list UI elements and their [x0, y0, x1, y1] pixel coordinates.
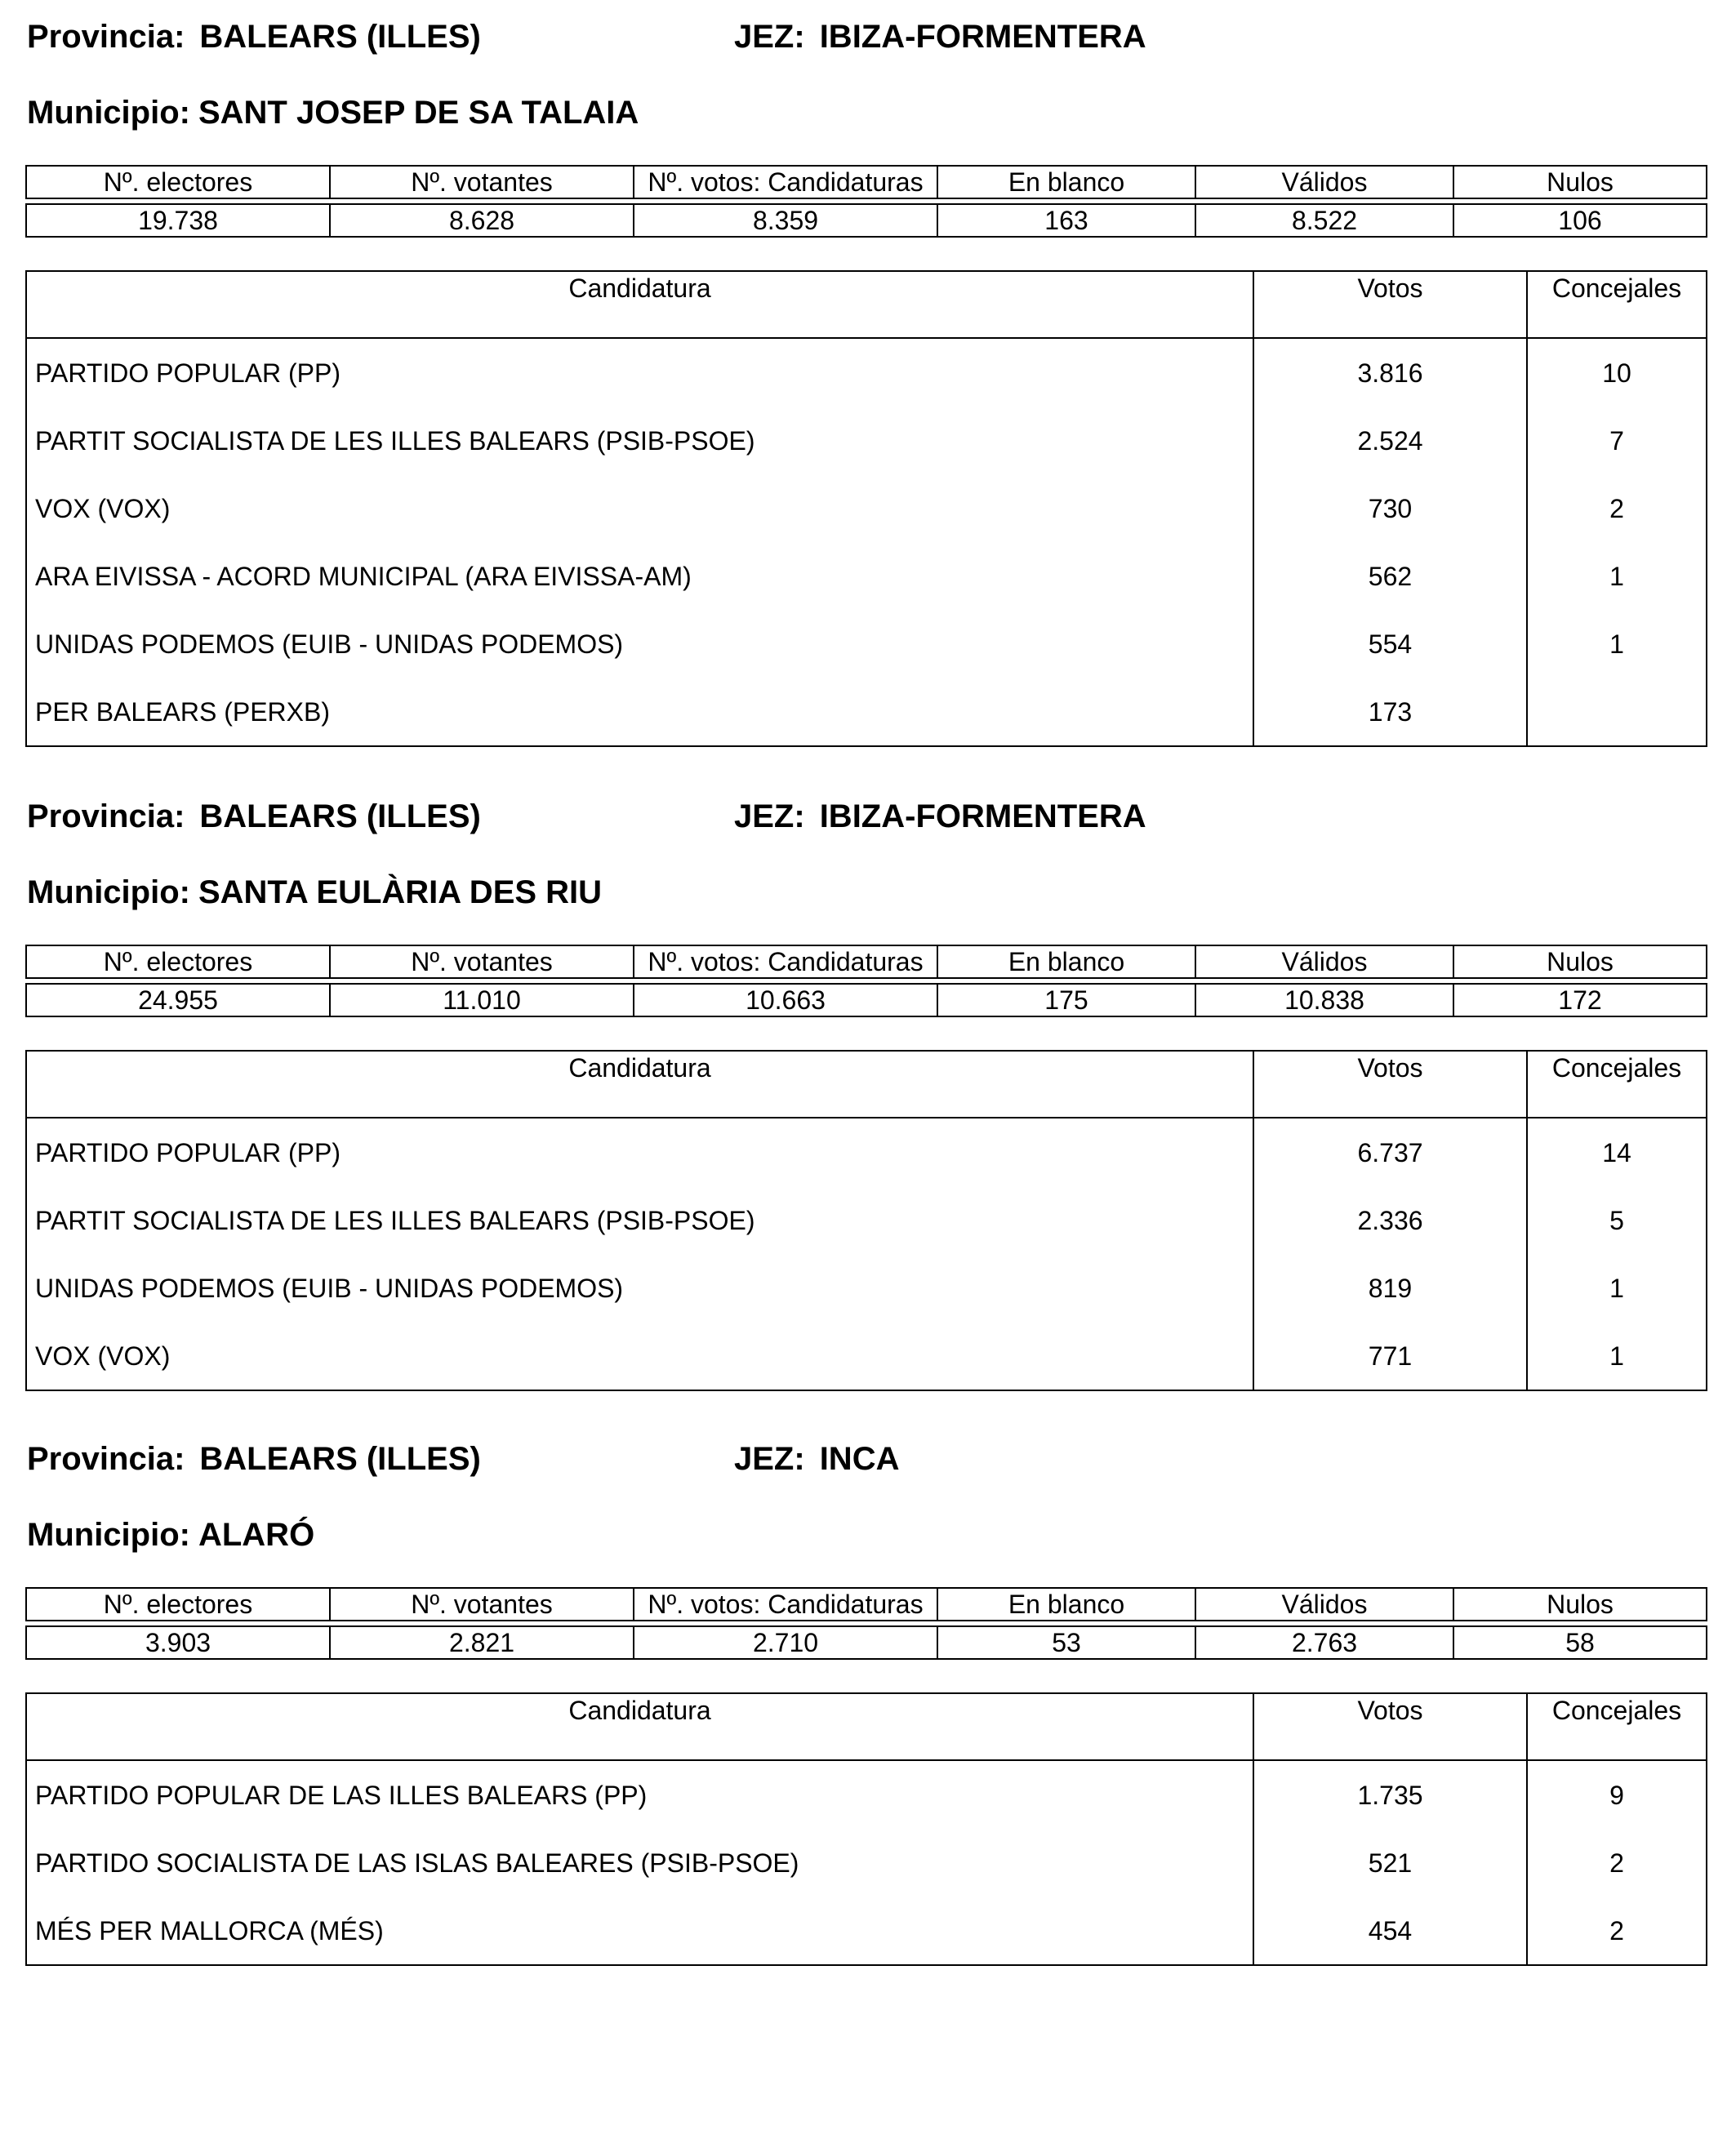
jez-label: JEZ: — [734, 798, 805, 834]
table-row — [26, 1760, 1707, 1829]
summary-value-votos-candidaturas: 8.359 — [634, 204, 937, 237]
candidatura-concejales: 2 — [1527, 1897, 1707, 1965]
candidatura-name: PARTIDO POPULAR DE LAS ILLES BALEARS (PP) — [26, 1760, 1253, 1829]
summary-header-votos-candidaturas: Nº. votos: Candidaturas — [634, 1588, 937, 1621]
jez-value: IBIZA-FORMENTERA — [819, 19, 1146, 55]
table-row — [26, 1118, 1707, 1186]
summary-header-nulos: Nulos — [1453, 166, 1707, 198]
jez-label: JEZ: — [734, 1441, 805, 1477]
municipio-label: Municipio: — [27, 95, 190, 131]
provincia-label: Provincia: — [27, 19, 185, 55]
candidatura-name: PER BALEARS (PERXB) — [26, 678, 1253, 746]
candidatura-name: ARA EIVISSA - ACORD MUNICIPAL (ARA EIVISSA-AM) — [26, 542, 1253, 610]
candidatura-concejales: 9 — [1527, 1760, 1707, 1829]
candidatura-votos: 6.737 — [1253, 1118, 1527, 1186]
summary-value-validos: 2.763 — [1195, 1626, 1453, 1659]
jez-value: IBIZA-FORMENTERA — [819, 798, 1146, 834]
table-row — [26, 1829, 1707, 1897]
provincia-label: Provincia: — [27, 798, 185, 834]
candidatura-name: VOX (VOX) — [26, 474, 1253, 542]
candidatura-concejales: 2 — [1527, 474, 1707, 542]
candidatura-votos: 2.524 — [1253, 407, 1527, 474]
table-row — [26, 1254, 1707, 1322]
municipio-line — [27, 874, 602, 911]
municipio-label: Municipio: — [27, 1517, 190, 1553]
municipio-value: ALARÓ — [198, 1517, 315, 1553]
candidaturas-header-row — [26, 1693, 1707, 1760]
candidatura-name: PARTIDO SOCIALISTA DE LAS ISLAS BALEARES (PSIB-PSOE) — [26, 1829, 1253, 1897]
jez-group — [734, 1440, 899, 1478]
provincia-line — [27, 1440, 900, 1478]
summary-value-votos-candidaturas: 2.710 — [634, 1626, 937, 1659]
candidatura-votos: 1.735 — [1253, 1760, 1527, 1829]
table-row — [26, 610, 1707, 678]
summary-header-validos: Válidos — [1195, 166, 1453, 198]
candidaturas-header-row — [26, 1051, 1707, 1118]
summary-value-nulos: 106 — [1453, 204, 1707, 237]
summary-header-electores: Nº. electores — [26, 945, 330, 978]
candidatura-name: PARTIDO POPULAR (PP) — [26, 338, 1253, 407]
provincia-label: Provincia: — [27, 1441, 185, 1477]
summary-header-validos: Válidos — [1195, 1588, 1453, 1621]
candidatura-name: VOX (VOX) — [26, 1322, 1253, 1390]
jez-label: JEZ: — [734, 19, 805, 55]
candidatura-concejales: 7 — [1527, 407, 1707, 474]
table-row — [26, 678, 1707, 746]
summary-value-votantes: 11.010 — [330, 984, 634, 1016]
candidatura-name: UNIDAS PODEMOS (EUIB - UNIDAS PODEMOS) — [26, 1254, 1253, 1322]
table-row — [26, 338, 1707, 407]
summary-value-votos-candidaturas: 10.663 — [634, 984, 937, 1016]
candidatura-header: Candidatura — [26, 271, 1253, 338]
candidatura-name: MÉS PER MALLORCA (MÉS) — [26, 1897, 1253, 1965]
concejales-header: Concejales — [1527, 271, 1707, 338]
candidatura-name: PARTIDO POPULAR (PP) — [26, 1118, 1253, 1186]
summary-header-en-blanco: En blanco — [937, 166, 1195, 198]
candidatura-concejales: 1 — [1527, 610, 1707, 678]
table-row — [26, 1322, 1707, 1390]
candidatura-votos: 521 — [1253, 1829, 1527, 1897]
summary-header-validos: Válidos — [1195, 945, 1453, 978]
summary-value-electores: 19.738 — [26, 204, 330, 237]
summary-value-validos: 10.838 — [1195, 984, 1453, 1016]
candidatura-concejales — [1527, 678, 1707, 746]
summary-header-nulos: Nulos — [1453, 1588, 1707, 1621]
provincia-line — [27, 798, 1146, 835]
candidatura-name: PARTIT SOCIALISTA DE LES ILLES BALEARS (PSIB-PSOE) — [26, 407, 1253, 474]
candidatura-concejales: 2 — [1527, 1829, 1707, 1897]
summary-header-row — [26, 166, 1707, 198]
candidatura-concejales: 14 — [1527, 1118, 1707, 1186]
table-row — [26, 474, 1707, 542]
candidatura-header: Candidatura — [26, 1693, 1253, 1760]
summary-header-nulos: Nulos — [1453, 945, 1707, 978]
municipio-line — [27, 94, 639, 131]
candidatura-votos: 819 — [1253, 1254, 1527, 1322]
summary-value-votantes: 8.628 — [330, 204, 634, 237]
candidatura-concejales: 5 — [1527, 1186, 1707, 1254]
summary-values-row — [26, 1626, 1707, 1659]
candidatura-votos: 562 — [1253, 542, 1527, 610]
votos-header: Votos — [1253, 271, 1527, 338]
summary-header-en-blanco: En blanco — [937, 945, 1195, 978]
concejales-header: Concejales — [1527, 1693, 1707, 1760]
summary-values-row — [26, 984, 1707, 1016]
concejales-header: Concejales — [1527, 1051, 1707, 1118]
municipio-line — [27, 1516, 314, 1554]
summary-header-votantes: Nº. votantes — [330, 1588, 634, 1621]
candidaturas-table — [25, 1050, 1707, 1391]
summary-header-electores: Nº. electores — [26, 1588, 330, 1621]
candidatura-header: Candidatura — [26, 1051, 1253, 1118]
municipio-label: Municipio: — [27, 874, 190, 910]
summary-value-nulos: 58 — [1453, 1626, 1707, 1659]
jez-value: INCA — [819, 1441, 900, 1477]
candidatura-votos: 2.336 — [1253, 1186, 1527, 1254]
provincia-value: BALEARS (ILLES) — [199, 798, 481, 834]
summary-value-votantes: 2.821 — [330, 1626, 634, 1659]
summary-table — [25, 165, 1707, 238]
candidatura-votos: 554 — [1253, 610, 1527, 678]
summary-value-electores: 24.955 — [26, 984, 330, 1016]
candidatura-concejales: 1 — [1527, 542, 1707, 610]
candidatura-votos: 3.816 — [1253, 338, 1527, 407]
table-row — [26, 1186, 1707, 1254]
candidatura-concejales: 10 — [1527, 338, 1707, 407]
summary-value-nulos: 172 — [1453, 984, 1707, 1016]
candidatura-votos: 454 — [1253, 1897, 1527, 1965]
summary-header-electores: Nº. electores — [26, 166, 330, 198]
candidaturas-table — [25, 1692, 1707, 1966]
summary-header-en-blanco: En blanco — [937, 1588, 1195, 1621]
summary-table — [25, 945, 1707, 1017]
summary-value-en-blanco: 53 — [937, 1626, 1195, 1659]
votos-header: Votos — [1253, 1051, 1527, 1118]
summary-header-row — [26, 1588, 1707, 1621]
provincia-value: BALEARS (ILLES) — [199, 1441, 481, 1477]
table-row — [26, 542, 1707, 610]
summary-value-validos: 8.522 — [1195, 204, 1453, 237]
summary-value-en-blanco: 163 — [937, 204, 1195, 237]
summary-value-electores: 3.903 — [26, 1626, 330, 1659]
summary-values-row — [26, 204, 1707, 237]
candidatura-name: PARTIT SOCIALISTA DE LES ILLES BALEARS (PSIB-PSOE) — [26, 1186, 1253, 1254]
candidaturas-header-row — [26, 271, 1707, 338]
summary-table — [25, 1587, 1707, 1660]
summary-header-row — [26, 945, 1707, 978]
summary-header-votos-candidaturas: Nº. votos: Candidaturas — [634, 945, 937, 978]
candidatura-concejales: 1 — [1527, 1254, 1707, 1322]
table-row — [26, 1897, 1707, 1965]
summary-header-votantes: Nº. votantes — [330, 166, 634, 198]
summary-value-en-blanco: 175 — [937, 984, 1195, 1016]
provincia-line — [27, 18, 1146, 56]
candidaturas-table — [25, 270, 1707, 747]
votos-header: Votos — [1253, 1693, 1527, 1760]
municipio-value: SANTA EULÀRIA DES RIU — [198, 874, 603, 910]
candidatura-votos: 173 — [1253, 678, 1527, 746]
municipio-value: SANT JOSEP DE SA TALAIA — [198, 95, 639, 131]
summary-header-votantes: Nº. votantes — [330, 945, 634, 978]
jez-group — [734, 18, 1146, 56]
candidatura-votos: 771 — [1253, 1322, 1527, 1390]
candidatura-name: UNIDAS PODEMOS (EUIB - UNIDAS PODEMOS) — [26, 610, 1253, 678]
table-row — [26, 407, 1707, 474]
candidatura-concejales: 1 — [1527, 1322, 1707, 1390]
candidatura-votos: 730 — [1253, 474, 1527, 542]
jez-group — [734, 798, 1146, 835]
provincia-value: BALEARS (ILLES) — [199, 19, 481, 55]
summary-header-votos-candidaturas: Nº. votos: Candidaturas — [634, 166, 937, 198]
